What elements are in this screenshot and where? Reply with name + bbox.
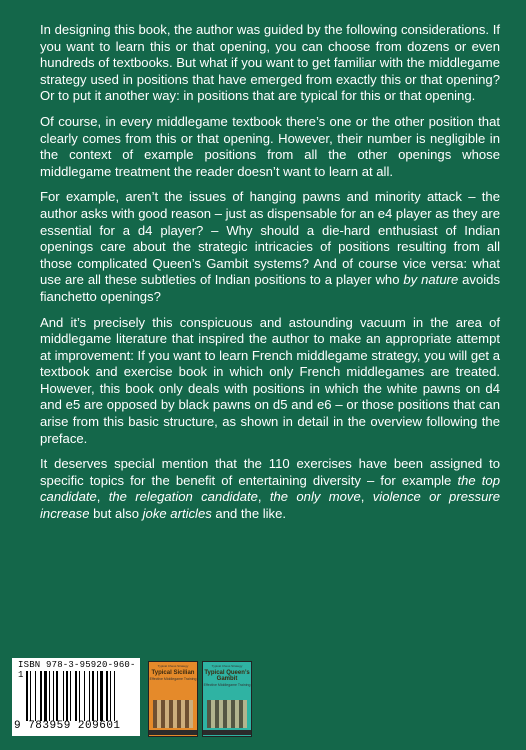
barcode-bar <box>97 671 98 721</box>
barcode-bar <box>26 671 28 721</box>
related-book-cover-sicilian <box>148 661 198 737</box>
text-run: For example, aren’t the issues of hanging pawns and minority attack – the author asks with good reason – just as dispensable for an e4 player as they are essential for a d4 player? – Why should a die-hard enthusiast of Indian openings care about the strategic intricacies of positions resulting from all those complicated Queen’s Gambit systems? And of course vice versa: what use are all these subtleties of Indian positions to a player who <box>40 189 501 288</box>
text-run: Of course, in every middlegame textbook there’s one or the other position that clearly comes from this or that opening. However, their number is negligible in the context of example positions from all the other openings whose middlegame treatment the reader doesn’t want to learn at all. <box>40 113 500 179</box>
blurb-paragraph <box>40 315 500 448</box>
barcode-bar <box>49 671 50 721</box>
barcode-bar <box>30 671 31 721</box>
barcode-bar <box>110 671 111 721</box>
barcode-bar <box>40 671 42 721</box>
related-book-cover-queens-gambit <box>202 661 252 737</box>
text-run: avoids fianchetto openings? <box>40 272 500 304</box>
cover-title: Typical Queen’s Gambit <box>204 670 250 682</box>
barcode-bar <box>53 671 54 721</box>
blurb-paragraph <box>40 22 500 105</box>
barcode-bar <box>89 671 90 721</box>
ean-digits: 9 783959 209601 <box>14 720 121 732</box>
barcode-bar <box>66 671 68 721</box>
barcode-bar <box>70 671 71 721</box>
barcode-bar <box>44 671 47 721</box>
cover-subtitle: Effective Middlegame Training <box>149 677 197 681</box>
back-cover-blurb <box>40 22 500 532</box>
isbn-label: ISBN 978-3-95920-960-1 <box>18 660 136 680</box>
chess-pieces-image <box>153 700 193 728</box>
cover-title: Typical Sicilian <box>151 670 195 676</box>
blurb-paragraph <box>40 189 500 305</box>
cover-footer-band <box>149 730 197 735</box>
text-run: And it’s precisely this conspicuous and astounding vacuum in the area of middlegame literature that inspired the author to make an appropriate attempt at improvement: If you want to learn French middlegame strategy, you will get a textbook and exercise book in which only French middlegames are treated. However, this book only deals with positions in which the white pawns on d4 and e5 are opposed by black pawns on d5 and e6 – or those positions that can arise from this basic structure, as shown in detail in the overview following the preface. <box>40 314 500 446</box>
barcode-bar <box>56 671 58 721</box>
italic-phrase: violence or pressure increase <box>40 489 501 522</box>
blurb-paragraph <box>40 456 500 522</box>
italic-phrase: joke articles <box>142 506 212 522</box>
blurb-paragraph <box>40 114 500 180</box>
italic-phrase: by nature <box>403 272 459 288</box>
text-run: but also <box>89 506 143 522</box>
text-run: , <box>257 489 270 505</box>
cover-subtitle: Effective Middlegame Training <box>203 683 251 687</box>
barcode-bar <box>84 671 85 721</box>
text-run: It deserves special mention that the 110 exercises have been assigned to specific topics for the benefit of entertaining diversity – for example <box>40 456 500 488</box>
cover-series: Typical Chess Strategy <box>211 664 243 668</box>
barcode-bars <box>26 671 136 721</box>
barcode-bar <box>106 671 108 721</box>
text-run: , <box>360 489 373 505</box>
cover-series: Typical Chess Strategy <box>157 664 189 668</box>
isbn-barcode <box>12 658 140 736</box>
barcode-bar <box>114 671 115 721</box>
barcode-bar <box>100 671 103 721</box>
italic-phrase: the relegation candidate <box>108 489 258 505</box>
text-run: , <box>96 489 109 505</box>
text-run: In designing this book, the author was guided by the following considerations. If you want to learn this or that opening, you can choose from dozens or even hundreds of textbooks. But what if you want to get familiar with the middlegame strategy used in positions that have emerged from exactly this or that opening? Or to put it another way: in positions that are typical for this or that opening. <box>40 22 500 104</box>
barcode-bar <box>75 671 77 721</box>
text-run: and the like. <box>211 506 287 522</box>
italic-phrase: the only move <box>269 489 361 505</box>
barcode-bar <box>35 671 36 721</box>
cover-footer-band <box>203 730 251 735</box>
italic-phrase: the top candidate <box>40 472 500 505</box>
chess-pieces-image <box>207 700 247 728</box>
barcode-bar <box>63 671 64 721</box>
barcode-bar <box>79 671 80 721</box>
barcode-bar <box>92 671 94 721</box>
